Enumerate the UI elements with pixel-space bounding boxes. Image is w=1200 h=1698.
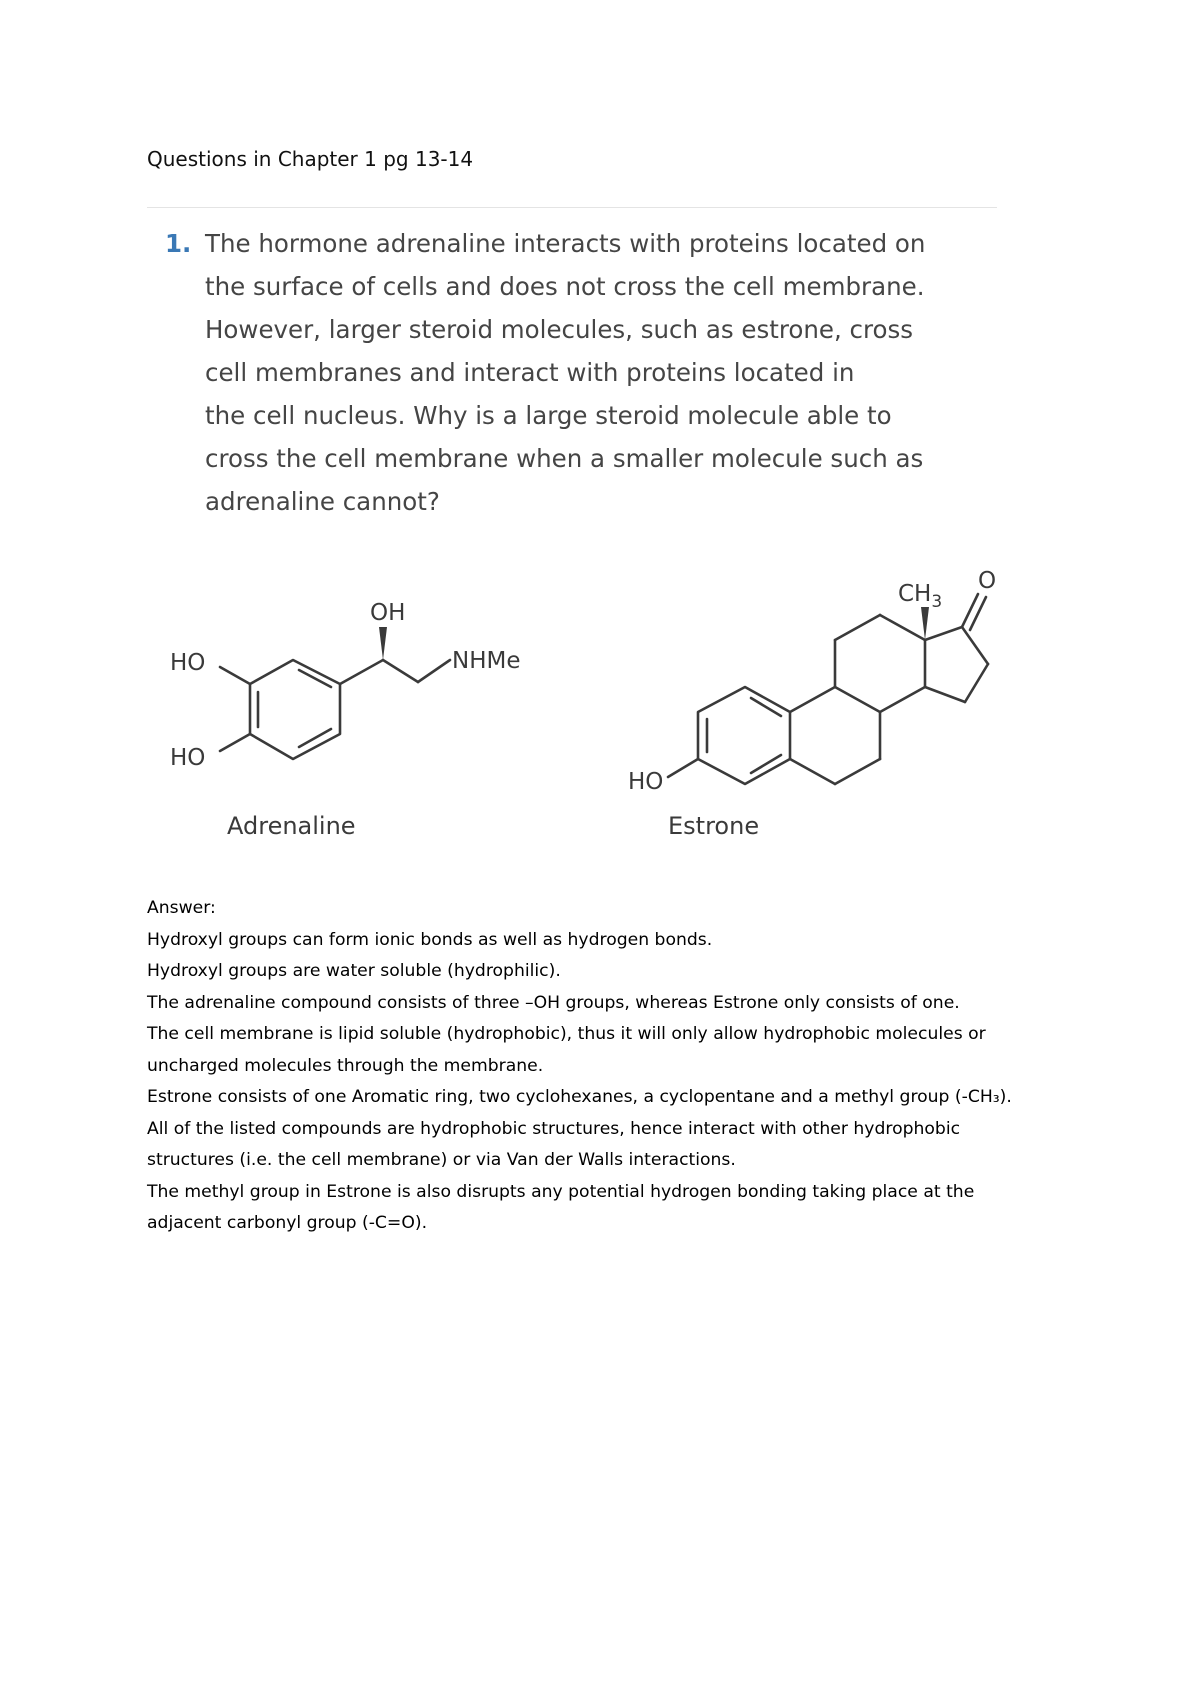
adrenaline-oh-label: OH [370, 600, 406, 626]
oh-wedge [379, 627, 387, 660]
answer-line: The adrenaline compound consists of three –OH groups, whereas Estrone only consists of one. [147, 992, 960, 1013]
answer-line: The methyl group in Estrone is also disrupts any potential hydrogen bonding taking place at the [147, 1181, 975, 1202]
estrone-structure [668, 594, 988, 784]
molecule-diagram [150, 552, 997, 852]
estrone-ho-label: HO [628, 769, 664, 795]
answer-line: Hydroxyl groups can form ionic bonds as well as hydrogen bonds. [147, 929, 713, 950]
estrone-ch3-label: $CH_3$ [898, 581, 943, 612]
molecule-figure [150, 552, 997, 852]
answer-line: The cell membrane is lipid soluble (hydrophobic), thus it will only allow hydrophobic molecules or [147, 1024, 986, 1044]
divider [147, 207, 997, 208]
question-number: 1. [165, 229, 192, 258]
answer-label: Answer: [147, 898, 216, 918]
adrenaline-structure [220, 660, 450, 759]
answer-line: Estrone consists of one Aromatic ring, two cyclohexanes, a cyclopentane and a methyl group (-CH₃). [147, 1087, 1012, 1107]
answer-line: All of the listed compounds are hydrophobic structures, hence interact with other hydrophobic [147, 1118, 961, 1139]
adrenaline-nhme-label: NHMe [452, 648, 521, 674]
adrenaline-ho-bottom-label: HO [170, 745, 206, 771]
answer-line: uncharged molecules through the membrane. [147, 1055, 544, 1076]
estrone-name: Estrone [668, 812, 760, 840]
answer-line: adjacent carbonyl group (-C=O). [147, 1213, 428, 1233]
methyl-wedge [921, 607, 929, 640]
adrenaline-name: Adrenaline [227, 812, 356, 840]
estrone-o-label: O [978, 568, 997, 594]
answer-line: Hydroxyl groups are water soluble (hydrophilic). [147, 961, 561, 981]
question-text: The hormone adrenaline interacts with proteins located on the surface of cells and does not cross the cell membrane. However, larger steroid molecules, such as estrone, cross cell membranes and interact with proteins located in the cell nucleus. Why is a large steroid molecule able to cross the cell membrane when a smaller molecule such as adrenaline cannot? [205, 229, 926, 516]
answer-block [147, 893, 1067, 1240]
page-title: Questions in Chapter 1 pg 13-14 [147, 147, 474, 171]
adrenaline-ho-top-label: HO [170, 650, 206, 676]
answer-line: structures (i.e. the cell membrane) or via Van der Walls interactions. [147, 1150, 736, 1170]
